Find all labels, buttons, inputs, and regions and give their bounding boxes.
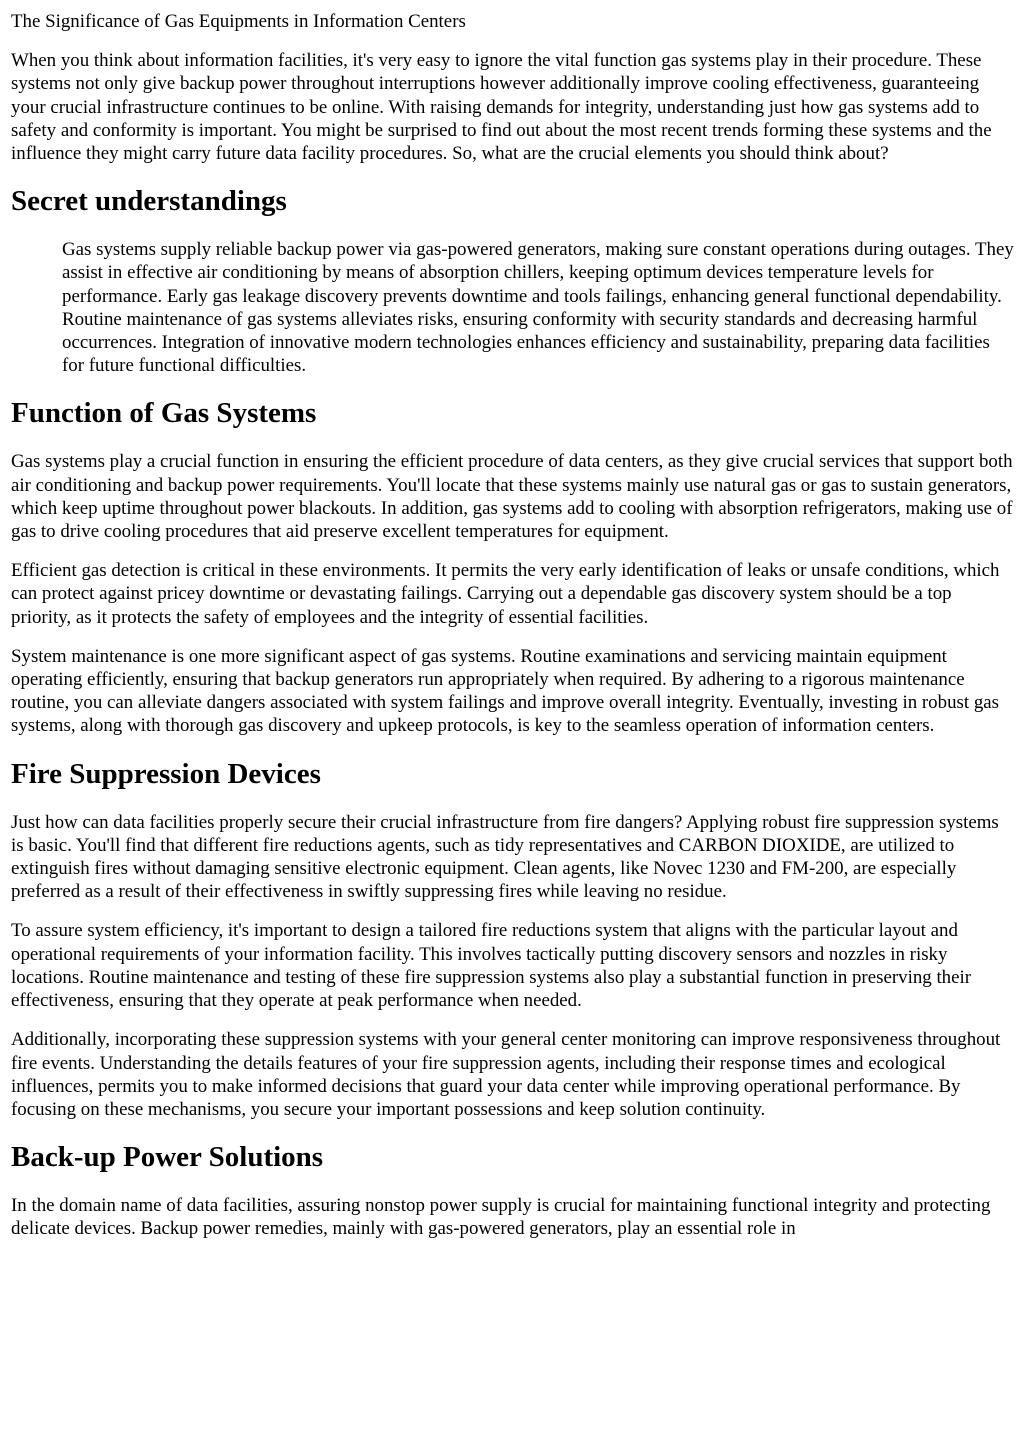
- section-heading-backup-power: Back-up Power Solutions: [11, 1141, 324, 1174]
- gas-systems-paragraph: System maintenance is one more significant aspect of gas systems. Routine examinations and servicing maintain equipment operating efficiently, ensuring that backup generators run appropriately when required. By adhering to a rigorous maintenance routine, you can alleviate dangers associated with system failings and improve overall integrity. Eventually, investing in robust gas systems, along with thorough gas discovery and upkeep protocols, is key to the seamless operation of information centers.: [11, 645, 1000, 737]
- fire-suppression-paragraph: To assure system efficiency, it's important to design a tailored fire reductions system that aligns with the particular layout and operational requirements of your information facility. This involves tactically putting discovery sensors and nozzles in risky locations. Routine maintenance and testing of these fire suppression systems also play a substantial function in preserving their effectiveness, ensuring that they operate at peak performance when needed.: [11, 920, 972, 1012]
- section-heading-gas-systems: Function of Gas Systems: [11, 397, 317, 430]
- document-title: The Significance of Gas Equipments in Information Centers: [11, 11, 466, 32]
- backup-power-paragraph: In the domain name of data facilities, assuring nonstop power supply is crucial for maintaining functional integrity and protecting delicate devices. Backup power remedies, mainly with gas-powered generators, play an essential role in: [11, 1195, 991, 1240]
- intro-paragraph: When you think about information facilities, it's very easy to ignore the vital function gas systems play in their procedure. These systems not only give backup power throughout interruptions however additionally improve cooling effectiveness, guaranteeing your crucial infrastructure continues to be online. With raising demands for integrity, understanding just how gas systems add to safety and conformity is important. You might be surprised to find out about the most recent trends forming these systems and the influence they might carry future data facility procedures. So, what are the crucial elements you should think about?: [11, 50, 992, 165]
- key-insights-quote: Gas systems supply reliable backup power via gas-powered generators, making sure constant operations during outages. They assist in effective air conditioning by means of absorption chillers, keeping optimum devices temperature levels for performance. Early gas leakage discovery prevents downtime and tools failings, enhancing general functional dependability. Routine maintenance of gas systems alleviates risks, ensuring conformity with security standards and decreasing harmful occurrences. Integration of innovative modern technologies enhances efficiency and sustainability, preparing data facilities for future functional difficulties.: [62, 239, 1014, 377]
- gas-systems-paragraph: Efficient gas detection is critical in these environments. It permits the very early identification of leaks or unsafe conditions, which can protect against pricey downtime or devastating failings. Carrying out a dependable gas discovery system should be a top priority, as it protects the safety of employees and the integrity of essential facilities.: [11, 560, 1000, 628]
- section-heading-key-insights: Secret understandings: [11, 185, 287, 218]
- fire-suppression-paragraph: Just how can data facilities properly secure their crucial infrastructure from fire dangers? Applying robust fire suppression systems is basic. You'll find that different fire reductions agents, such as tidy representatives and CARBON DIOXIDE, are utilized to extinguish fires without damaging sensitive electronic equipment. Clean agents, like Novec 1230 and FM-200, are especially preferred as a result of their effectiveness in swiftly suppressing fires while leaving no residue.: [11, 811, 999, 903]
- section-heading-fire-suppression: Fire Suppression Devices: [11, 757, 321, 790]
- gas-systems-paragraph: Gas systems play a crucial function in ensuring the efficient procedure of data centers, as they give crucial services that support both air conditioning and backup power requirements. You'll locate that these systems mainly use natural gas or gas to sustain generators, which keep uptime throughout power blackouts. In addition, gas systems add to cooling with absorption refrigerators, making use of gas to drive cooling procedures that aid preserve excellent temperatures for equipment.: [11, 451, 1013, 543]
- fire-suppression-paragraph: Additionally, incorporating these suppression systems with your general center monitoring can improve responsiveness throughout fire events. Understanding the details features of your fire suppression agents, including their response times and ecological influences, permits you to make informed decisions that guard your data center while improving operational performance. By focusing on these mechanisms, you secure your important possessions and keep solution continuity.: [11, 1029, 1001, 1120]
